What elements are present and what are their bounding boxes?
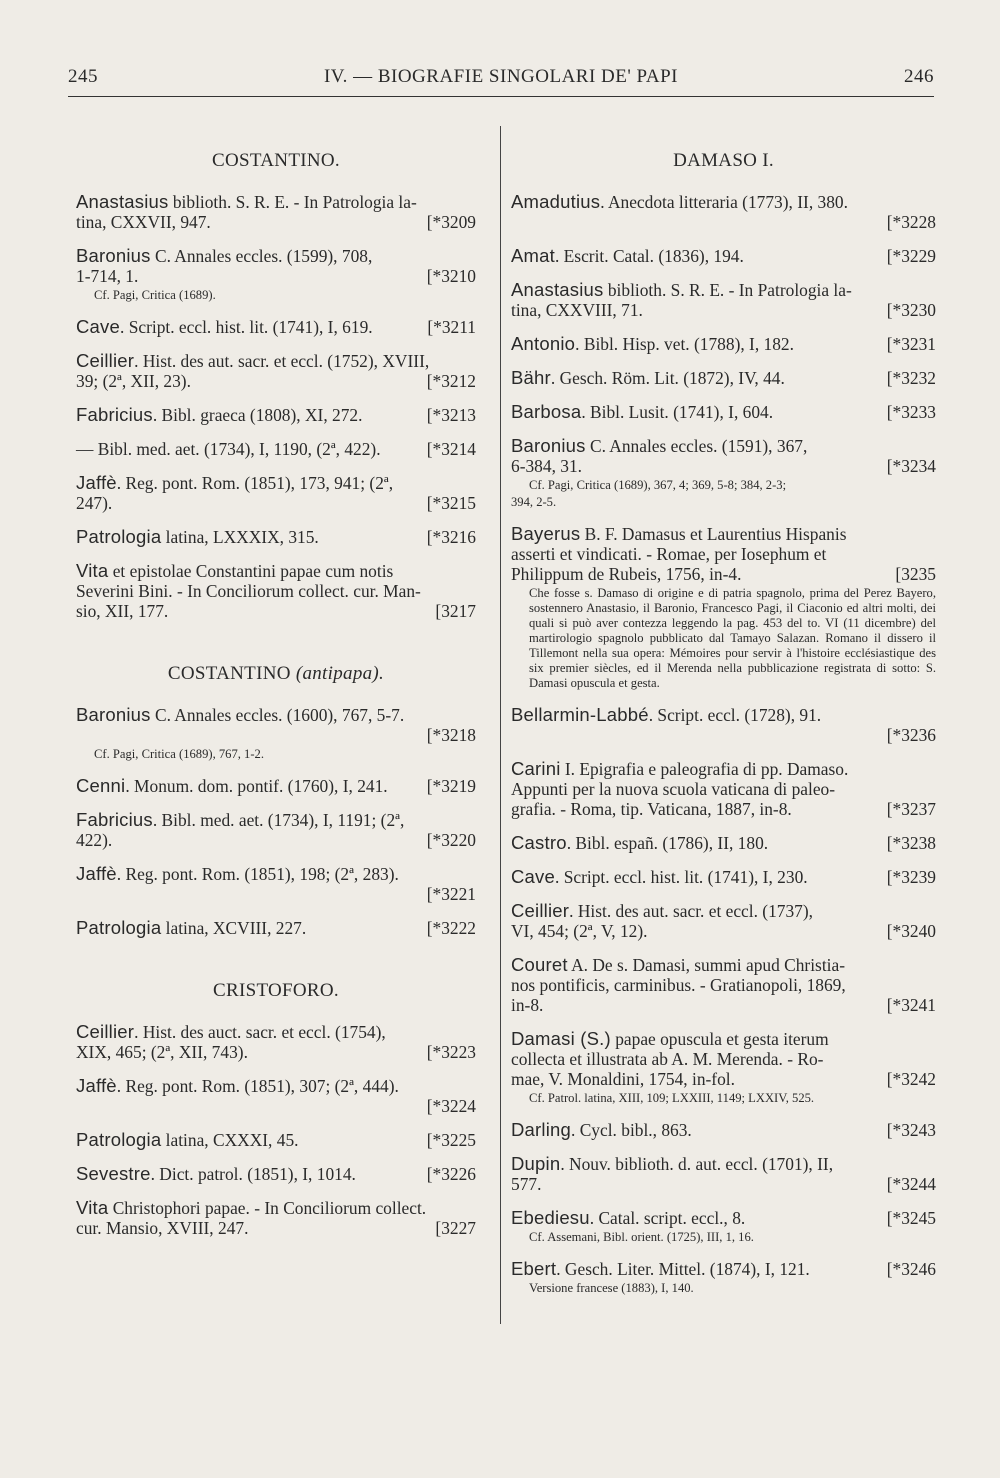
entry-number: [*3244 xyxy=(886,1174,936,1194)
entry-text: Philippum de Rubeis, 1756, in-4. xyxy=(511,564,742,584)
running-title: IV. — BIOGRAFIE SINGOLARI DE' PAPI xyxy=(323,66,678,87)
entry-author: Patrologia xyxy=(76,1129,162,1150)
bib-entry xyxy=(76,1022,476,1062)
entry-text: . Anecdota litteraria (1773), II, 380. xyxy=(600,192,848,212)
entry-text: . Bibl. med. aet. (1734), I, 1191; (2ª, xyxy=(152,810,405,830)
entry-number: [*3237 xyxy=(886,799,936,819)
entry-number: [*3239 xyxy=(886,867,936,887)
bib-entry xyxy=(76,351,476,391)
bib-entry xyxy=(76,918,476,938)
entry-text: . Gesch. Röm. Lit. (1872), IV, 44. xyxy=(550,368,785,388)
entry-number: [*3218 xyxy=(426,725,476,745)
entry-text: grafia. - Roma, tip. Vaticana, 1887, in-8. xyxy=(511,799,792,819)
bib-entry xyxy=(76,705,476,762)
entry-author: Cave xyxy=(511,866,555,887)
entry-text: Severini Bini. - In Conciliorum collect. cur. Man- xyxy=(76,581,421,601)
bib-entry xyxy=(76,776,476,796)
page-number-right: 246 xyxy=(904,66,934,87)
entry-number: [*3232 xyxy=(886,368,936,388)
entry-text: 247). xyxy=(76,493,113,513)
entry-author: Carini xyxy=(511,758,561,779)
entry-text: C. Annales eccles. (1599), 708, xyxy=(150,246,373,266)
entry-author: Bayerus xyxy=(511,523,581,544)
entry-author: Fabricius xyxy=(76,404,153,425)
bib-entry xyxy=(511,524,936,691)
entry-text: I. Epigrafia e paleografia di pp. Damaso. xyxy=(560,759,849,779)
entry-text: papae opuscula et gesta iterum xyxy=(610,1029,829,1049)
section-title: CRISTOFORO. xyxy=(213,980,339,1001)
entry-author: Sevestre xyxy=(76,1163,151,1184)
bib-entry xyxy=(76,810,476,850)
entry-note: 394, 2-5. xyxy=(511,495,557,509)
entry-number: [*3240 xyxy=(886,921,936,941)
bib-entry xyxy=(511,192,936,232)
bib-entry xyxy=(511,1259,936,1296)
entry-text: Appunti per la nuova scuola vaticana di paleo- xyxy=(511,779,836,799)
entry-author: Castro xyxy=(511,832,567,853)
entry-author: Baronius xyxy=(76,704,151,725)
entry-author: Ceillier xyxy=(76,350,135,371)
entry-text: — Bibl. med. aet. (1734), I, 1190, (2ª, 422). xyxy=(76,439,381,459)
entry-number: [*3212 xyxy=(426,371,476,391)
entry-number: [*3246 xyxy=(886,1259,936,1279)
entry-author: Cave xyxy=(76,316,120,337)
entry-number: [*3229 xyxy=(886,246,936,266)
entry-text: . Gesch. Liter. Mittel. (1874), I, 121. xyxy=(556,1259,810,1279)
entry-number: [*3211 xyxy=(427,317,476,337)
entry-number: [*3220 xyxy=(426,830,476,850)
entry-author: Bellarmin-Labbé xyxy=(511,704,649,725)
entry-text: 39; (2ª, XII, 23). xyxy=(76,371,191,391)
entry-number: [*3215 xyxy=(426,493,476,513)
entry-number: [*3213 xyxy=(426,405,476,425)
entry-text: . Hist. des auct. sacr. et eccl. (1754), xyxy=(134,1022,386,1042)
entry-text: nos pontificis, carminibus. - Gratianopoli, 1869, xyxy=(511,975,846,995)
entry-number: [*3219 xyxy=(426,776,476,796)
entry-number: [*3216 xyxy=(426,527,476,547)
entry-author: Patrologia xyxy=(76,917,162,938)
section-title: COSTANTINO. xyxy=(212,150,340,171)
entry-note: Versione francese (1883), I, 140. xyxy=(529,1281,694,1295)
entry-text: VI, 454; (2ª, V, 12). xyxy=(511,921,648,941)
entry-number: [3235 xyxy=(895,564,936,584)
entry-number: [*3243 xyxy=(886,1120,936,1140)
entry-text: A. De s. Damasi, summi apud Christia- xyxy=(567,955,845,975)
entry-text: cur. Mansio, XVIII, 247. xyxy=(76,1218,249,1238)
entry-text: biblioth. S. R. E. - In Patrologia la- xyxy=(603,280,852,300)
entry-author: Jaffè xyxy=(76,1075,117,1096)
entry-text: 422). xyxy=(76,830,113,850)
entry-text: . Bibl. graeca (1808), XI, 272. xyxy=(152,405,363,425)
entry-text: B. F. Damasus et Laurentius Hispanis xyxy=(580,524,847,544)
entry-author: Ebediesu xyxy=(511,1207,590,1228)
entry-author: Bähr xyxy=(511,367,551,388)
entry-number: [*3231 xyxy=(886,334,936,354)
entry-author: Ceillier xyxy=(511,900,570,921)
bib-entry xyxy=(76,192,476,232)
entry-author: Jaffè xyxy=(76,863,117,884)
column-divider xyxy=(500,126,501,1324)
entry-author: Ceillier xyxy=(76,1021,135,1042)
entry-number: [3227 xyxy=(435,1218,476,1238)
bib-entry xyxy=(511,1029,936,1106)
bib-entry xyxy=(511,368,936,388)
entry-author: Baronius xyxy=(76,245,151,266)
entry-text: C. Annales eccles. (1600), 767, 5-7. xyxy=(150,705,405,725)
entry-text: . Bibl. Lusit. (1741), I, 604. xyxy=(581,402,774,422)
entry-number: [*3209 xyxy=(426,212,476,232)
entry-author: Ebert xyxy=(511,1258,557,1279)
bib-entry xyxy=(511,334,936,354)
entry-number: [*3210 xyxy=(426,266,476,286)
entry-number: [*3245 xyxy=(886,1208,936,1228)
entry-author: Anastasius xyxy=(511,279,604,300)
entry-note: Cf. Patrol. latina, XIII, 109; LXXIII, 1149; LXXIV, 525. xyxy=(529,1091,815,1105)
bib-entry xyxy=(511,1120,936,1140)
entry-number: [*3222 xyxy=(426,918,476,938)
entry-text: . Script. eccl. hist. lit. (1741), I, 619. xyxy=(120,317,373,337)
entry-author: Cenni xyxy=(76,775,126,796)
entry-text: . Hist. des aut. sacr. et eccl. (1752), XVIII, xyxy=(134,351,430,371)
section-title-qualifier: (antipapa). xyxy=(295,663,385,684)
right-column xyxy=(511,150,936,1310)
entry-text: . Script. eccl. hist. lit. (1741), I, 230. xyxy=(555,867,808,887)
entry-text: latina, LXXXIX, 315. xyxy=(161,527,319,547)
bib-entry xyxy=(76,246,476,303)
entry-text: 1-714, 1. xyxy=(76,266,139,286)
entry-number: [*3238 xyxy=(886,833,936,853)
bib-entry xyxy=(76,1198,476,1238)
entry-author: Vita xyxy=(76,1197,109,1218)
entry-text: . Monum. dom. pontif. (1760), I, 241. xyxy=(125,776,388,796)
entry-number: [*3236 xyxy=(886,725,936,745)
left-column xyxy=(76,150,476,1252)
entry-number: [*3225 xyxy=(426,1130,476,1150)
entry-text: . Hist. des aut. sacr. et eccl. (1737), xyxy=(569,901,814,921)
entry-author: Amat xyxy=(511,245,555,266)
entry-text: latina, CXXXI, 45. xyxy=(161,1130,299,1150)
entry-note: Cf. Pagi, Critica (1689), 367, 4; 369, 5-8; 384, 2-3; xyxy=(529,478,787,492)
entry-author: Darling xyxy=(511,1119,572,1140)
entry-number: [*3234 xyxy=(886,456,936,476)
bib-entry xyxy=(511,436,936,510)
entry-text: sio, XII, 177. xyxy=(76,601,169,621)
bib-entry xyxy=(511,955,936,1015)
entry-number: [*3226 xyxy=(426,1164,476,1184)
bib-entry xyxy=(511,1154,936,1194)
entry-number: [3217 xyxy=(435,601,476,621)
entry-author: Couret xyxy=(511,954,568,975)
entry-note: Cf. Assemani, Bibl. orient. (1725), III, 1, 16. xyxy=(529,1230,754,1244)
entry-author: Vita xyxy=(76,560,109,581)
entry-author: Barbosa xyxy=(511,401,582,422)
bib-entry xyxy=(511,402,936,422)
entry-text: . Script. eccl. (1728), 91. xyxy=(648,705,822,725)
entry-author: Patrologia xyxy=(76,526,162,547)
entry-text: biblioth. S. R. E. - In Patrologia la- xyxy=(168,192,417,212)
entry-text: Christophori papae. - In Conciliorum collect. xyxy=(108,1198,427,1218)
entry-number: [*3221 xyxy=(426,884,476,904)
entry-text: . Escrit. Catal. (1836), 194. xyxy=(554,246,744,266)
entry-author: Dupin xyxy=(511,1153,561,1174)
entry-text: . Bibl. españ. (1786), II, 180. xyxy=(566,833,769,853)
bib-entry xyxy=(76,561,476,621)
entry-author: Fabricius xyxy=(76,809,153,830)
entry-text: et epistolae Constantini papae cum notis xyxy=(108,561,394,581)
page-header xyxy=(68,66,934,96)
entry-text: in-8. xyxy=(511,995,544,1015)
entry-number: [*3241 xyxy=(886,995,936,1015)
entry-text: asserti et vindicati. - Romae, per Iosephum et xyxy=(511,544,827,564)
entry-number: [*3233 xyxy=(886,402,936,422)
entry-text: latina, XCVIII, 227. xyxy=(161,918,307,938)
entry-number: [*3242 xyxy=(886,1069,936,1089)
entry-number: [*3224 xyxy=(426,1096,476,1116)
bib-entry xyxy=(511,1208,936,1245)
entry-text: tina, CXXVII, 947. xyxy=(76,212,211,232)
entry-number: [*3214 xyxy=(426,439,476,459)
bib-entry xyxy=(511,901,936,941)
bib-entry xyxy=(76,473,476,513)
entry-text: . Nouv. biblioth. d. aut. eccl. (1701), II, xyxy=(560,1154,834,1174)
header-rule xyxy=(68,96,934,97)
entry-text: XIX, 465; (2ª, XII, 743). xyxy=(76,1042,248,1062)
entry-text: . Catal. script. eccl., 8. xyxy=(589,1208,746,1228)
entry-note: Cf. Pagi, Critica (1689), 767, 1-2. xyxy=(94,747,264,761)
bib-entry xyxy=(511,705,936,745)
bib-entry xyxy=(511,246,936,266)
bib-entry xyxy=(76,1164,476,1184)
bib-entry xyxy=(511,280,936,320)
entry-text: . Dict. patrol. (1851), I, 1014. xyxy=(150,1164,356,1184)
bib-entry xyxy=(76,1130,476,1150)
entry-text: . Bibl. Hisp. vet. (1788), I, 182. xyxy=(575,334,794,354)
entry-note: Cf. Pagi, Critica (1689). xyxy=(94,288,216,302)
entry-author: Anastasius xyxy=(76,191,169,212)
section-title-text: COSTANTINO xyxy=(167,663,291,684)
entry-text: C. Annales eccles. (1591), 367, xyxy=(585,436,808,456)
entry-author: Amadutius xyxy=(511,191,601,212)
entry-number: [*3223 xyxy=(426,1042,476,1062)
entry-text: collecta et illustrata ab A. M. Merenda. - Ro- xyxy=(511,1049,824,1069)
bib-entry xyxy=(511,759,936,819)
entry-author: Damasi (S.) xyxy=(511,1028,611,1049)
section-title: DAMASO I. xyxy=(673,150,774,171)
entry-text: . Reg. pont. Rom. (1851), 198; (2ª, 283). xyxy=(116,864,399,884)
entry-text: 577. xyxy=(511,1174,542,1194)
entry-text: tina, CXXVIII, 71. xyxy=(511,300,643,320)
entry-number: [*3230 xyxy=(886,300,936,320)
entry-author: Antonio xyxy=(511,333,576,354)
entry-author: Jaffè xyxy=(76,472,117,493)
entry-text: . Reg. pont. Rom. (1851), 173, 941; (2ª, xyxy=(116,473,394,493)
entry-text: 6-384, 31. xyxy=(511,456,583,476)
bib-entry xyxy=(76,439,476,459)
section-title xyxy=(76,663,476,685)
bib-entry xyxy=(76,864,476,904)
entry-text: . Cycl. bibl., 863. xyxy=(571,1120,692,1140)
bib-entry xyxy=(76,317,476,337)
entry-text: . Reg. pont. Rom. (1851), 307; (2ª, 444). xyxy=(116,1076,399,1096)
bib-entry xyxy=(76,1076,476,1116)
entry-note: Che fosse s. Damaso di origine e di patria spagnolo, prima del Perez Bayero, sostennero Anastasio, il Baronio, Francesco Pagi, il Ciaconio ed altri molti, dei quali si può aver contezza leggendo la pag. 453 del to. VI (11 dicembre) del martirologio spagnolo pubblicato dal Tamayo Salazan. Romano il dissero il Tillemont nella sua opera: Mémoires pour servir à l'histoire ecclésiastique des six premier siècles, ed il Merenda nella pubblicazione registrata di sotto: S. Damasi opuscula et gesta. xyxy=(529,586,936,690)
page-number-left: 245 xyxy=(68,66,98,87)
entry-author: Baronius xyxy=(511,435,586,456)
bib-entry xyxy=(511,833,936,853)
bib-entry xyxy=(76,405,476,425)
entry-number: [*3228 xyxy=(886,212,936,232)
bib-entry xyxy=(76,527,476,547)
bib-entry xyxy=(511,867,936,887)
entry-text: mae, V. Monaldini, 1754, in-fol. xyxy=(511,1069,735,1089)
